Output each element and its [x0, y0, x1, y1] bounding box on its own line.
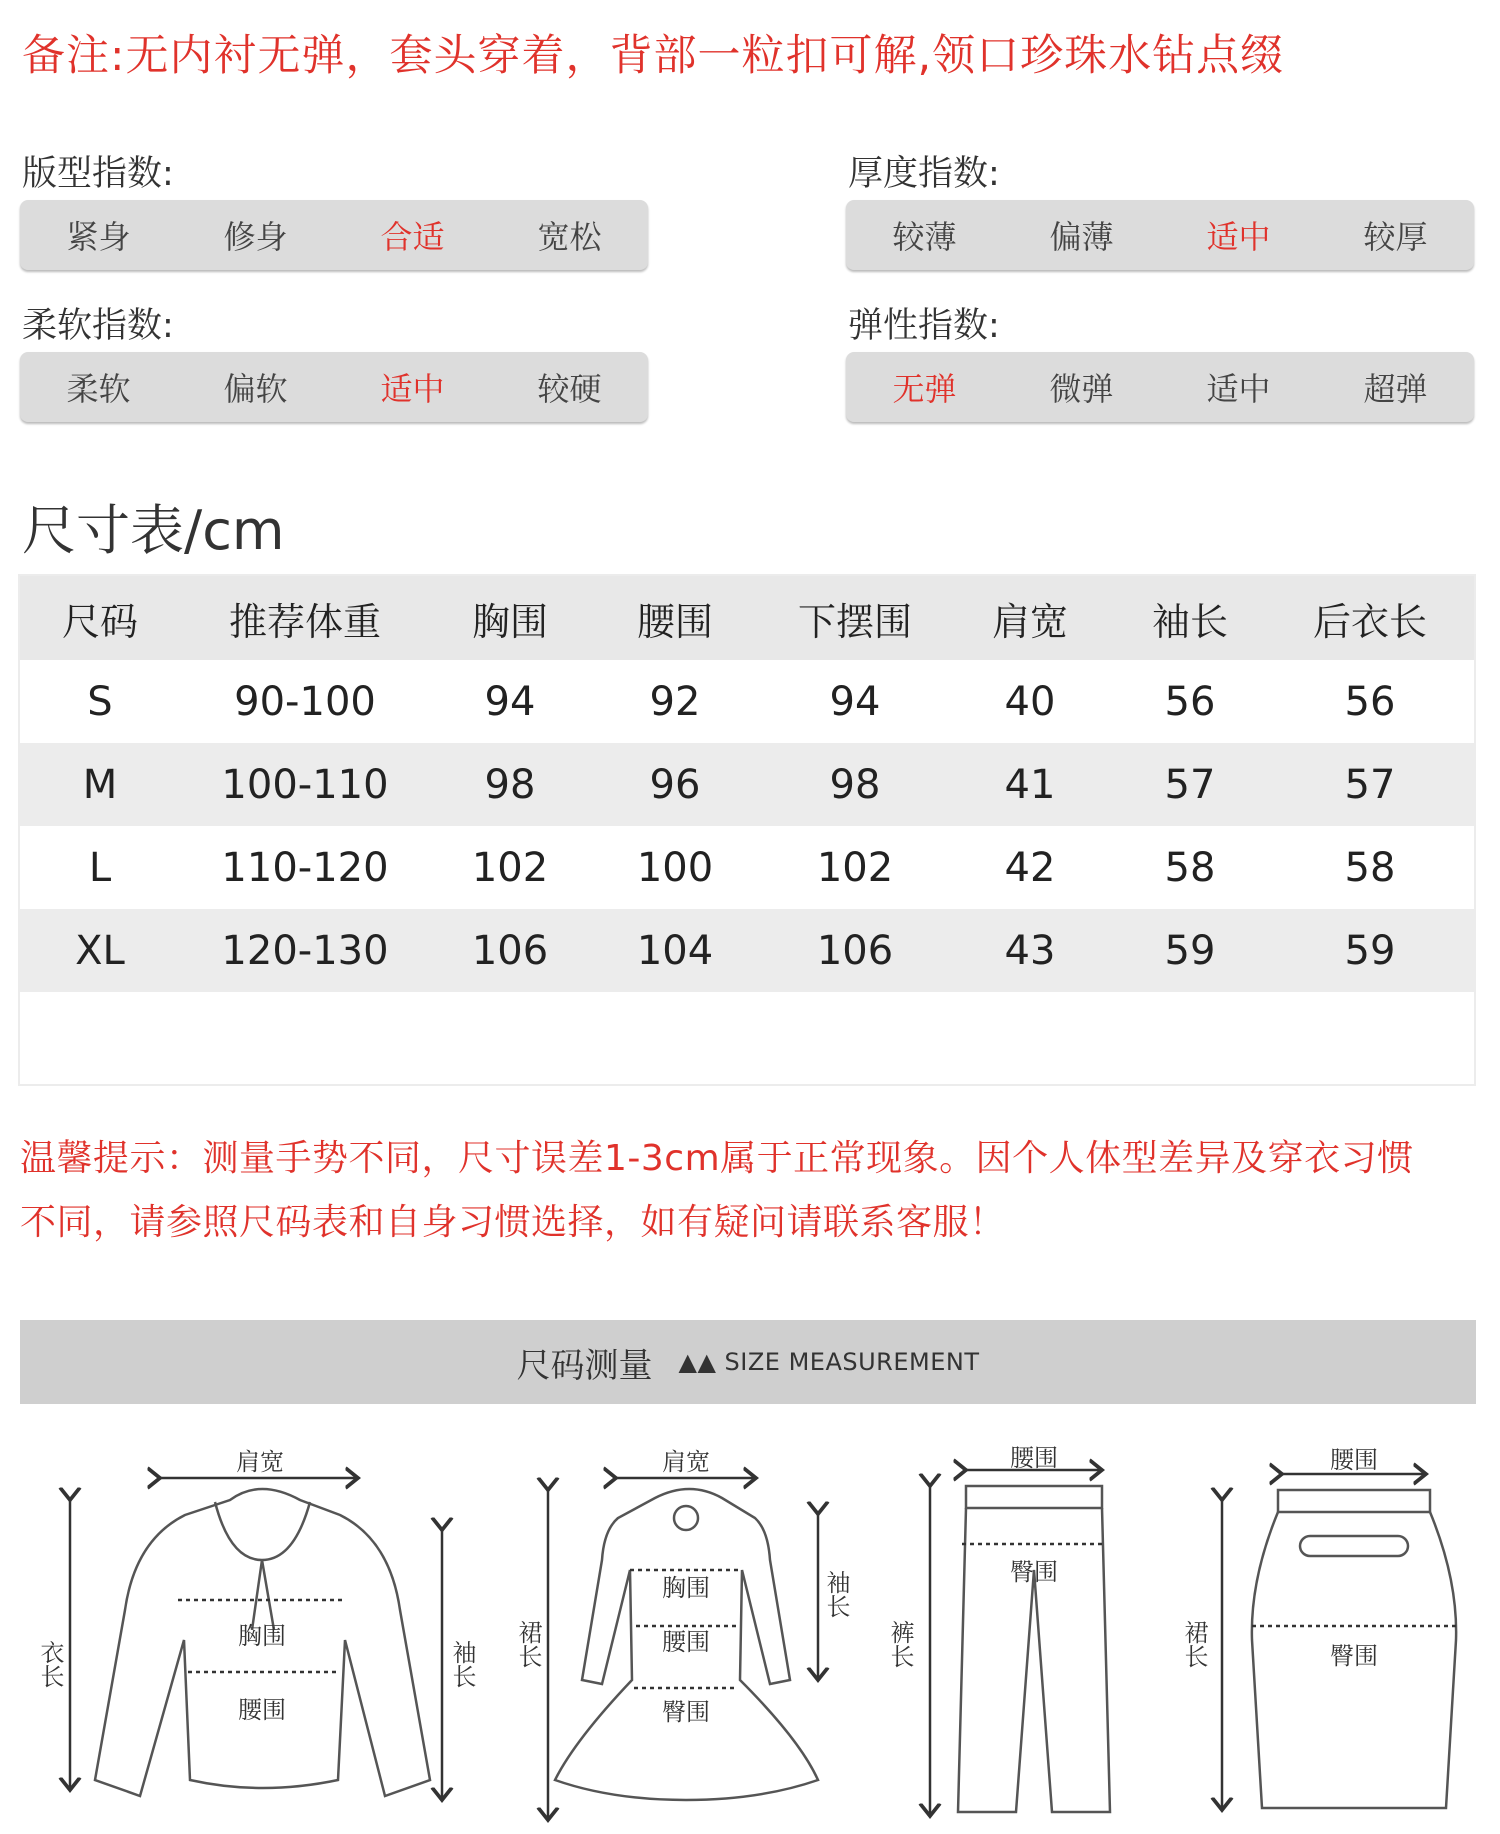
index-option: 柔软 — [66, 370, 131, 408]
dress-chest-label: 胸围 — [662, 1574, 710, 1602]
table-cell: XL — [75, 927, 125, 974]
table-cell: 41 — [1004, 761, 1056, 808]
table-cell: 57 — [1164, 761, 1216, 808]
size-table — [18, 574, 1476, 1086]
index-option-selected: 适中 — [380, 370, 445, 408]
skirt-length-label: 裙长 — [1180, 1620, 1208, 1668]
tip-line-1: 温馨提示：测量手势不同，尺寸误差1-3cm属于正常现象。因个人体型差异及穿衣习惯 — [20, 1138, 1414, 1179]
thickness-index-bar — [846, 200, 1474, 270]
table-header-cell: 推荐体重 — [228, 599, 381, 644]
table-cell: S — [87, 678, 113, 725]
table-cell: 42 — [1004, 844, 1056, 891]
softness-index-label: 柔软指数: — [22, 306, 174, 346]
table-row — [20, 826, 1474, 909]
table-cell: 120-130 — [221, 927, 389, 974]
dress-length-label: 裙长 — [514, 1620, 542, 1668]
index-option-selected: 适中 — [1206, 218, 1271, 256]
table-cell: 43 — [1004, 927, 1056, 974]
index-option-selected: 合适 — [380, 218, 445, 256]
index-option: 较厚 — [1363, 218, 1428, 256]
table-cell: 100-110 — [221, 761, 389, 808]
table-cell: 106 — [816, 927, 894, 974]
shirt-chest-label: 胸围 — [238, 1622, 286, 1650]
table-cell: 94 — [484, 678, 536, 725]
measurement-diagrams — [0, 1420, 1500, 1834]
table-cell: 110-120 — [221, 844, 389, 891]
index-option: 较硬 — [537, 370, 602, 408]
table-cell: 92 — [649, 678, 701, 725]
fit-index-label: 版型指数: — [22, 154, 174, 194]
product-note: 备注:无内衬无弹，套头穿着，背部一粒扣可解,领口珍珠水钻点缀 — [22, 31, 1285, 81]
index-option-selected: 无弹 — [892, 370, 957, 408]
index-option: 宽松 — [537, 218, 602, 256]
index-option: 超弹 — [1363, 370, 1428, 408]
size-table-title: 尺寸表/cm — [22, 499, 285, 562]
thickness-index-label: 厚度指数: — [848, 154, 1000, 194]
index-option: 紧身 — [66, 218, 131, 256]
dress-sleeve-label: 袖长 — [822, 1570, 850, 1618]
table-cell: 56 — [1164, 678, 1216, 725]
table-cell: 100 — [636, 844, 714, 891]
table-cell: 57 — [1344, 761, 1396, 808]
measurement-title-en: ▲▲ SIZE MEASUREMENT — [678, 1348, 980, 1376]
table-header-cell: 后衣长 — [1312, 599, 1427, 644]
index-option: 偏薄 — [1049, 218, 1114, 256]
skirt-waist-label: 腰围 — [1330, 1446, 1378, 1474]
shirt-length-label: 衣长 — [36, 1640, 64, 1688]
skirt-hip-label: 臀围 — [1330, 1642, 1378, 1670]
index-option: 适中 — [1206, 370, 1271, 408]
table-cell: L — [88, 844, 112, 891]
dress-hip-label: 臀围 — [662, 1698, 710, 1726]
table-cell: 98 — [829, 761, 881, 808]
table-cell: 96 — [649, 761, 701, 808]
table-cell: 58 — [1164, 844, 1216, 891]
measurement-banner — [20, 1320, 1476, 1404]
shirt-sleeve-label: 袖长 — [448, 1640, 476, 1688]
table-cell: 106 — [471, 927, 549, 974]
index-option: 微弹 — [1049, 370, 1114, 408]
index-option: 偏软 — [223, 370, 288, 408]
table-header-cell: 腰围 — [636, 599, 713, 644]
table-cell: 94 — [829, 678, 881, 725]
fit-index-bar — [20, 200, 648, 270]
table-header-cell: 胸围 — [471, 599, 548, 644]
table-header-cell: 肩宽 — [991, 599, 1068, 644]
table-row — [20, 909, 1474, 992]
table-row — [20, 743, 1474, 826]
dress-waist-label: 腰围 — [662, 1628, 710, 1656]
pants-diagram — [930, 1470, 1110, 1816]
table-cell: 59 — [1344, 927, 1396, 974]
table-cell: 59 — [1164, 927, 1216, 974]
dress-shoulder-label: 肩宽 — [662, 1448, 710, 1476]
pants-waist-label: 腰围 — [1010, 1444, 1058, 1472]
table-cell: 56 — [1344, 678, 1396, 725]
shirt-waist-label: 腰围 — [238, 1696, 286, 1724]
table-cell: 58 — [1344, 844, 1396, 891]
index-option: 修身 — [223, 218, 288, 256]
table-header-row — [20, 576, 1474, 660]
table-header-cell: 尺码 — [61, 599, 138, 644]
index-option: 较薄 — [892, 218, 957, 256]
table-header-cell: 袖长 — [1151, 599, 1228, 644]
table-cell: 98 — [484, 761, 536, 808]
shirt-shoulder-label: 肩宽 — [236, 1448, 284, 1476]
table-cell: 104 — [636, 927, 714, 974]
table-cell: 102 — [816, 844, 894, 891]
tip-line-2: 不同，请参照尺码表和自身习惯选择，如有疑问请联系客服！ — [20, 1202, 1006, 1243]
table-cell: 102 — [471, 844, 549, 891]
elasticity-index-bar — [846, 352, 1474, 422]
table-header-cell: 下摆围 — [797, 599, 912, 644]
table-cell: 40 — [1004, 678, 1056, 725]
pants-hip-label: 臀围 — [1010, 1558, 1058, 1586]
table-cell: M — [82, 761, 118, 808]
softness-index-bar — [20, 352, 648, 422]
elasticity-index-label: 弹性指数: — [848, 306, 1000, 346]
pants-length-label: 裤长 — [886, 1620, 914, 1668]
table-cell: 90-100 — [234, 678, 376, 725]
table-row — [20, 660, 1474, 743]
table-empty-row — [20, 992, 1474, 1083]
measurement-title: 尺码测量 — [516, 1345, 653, 1386]
